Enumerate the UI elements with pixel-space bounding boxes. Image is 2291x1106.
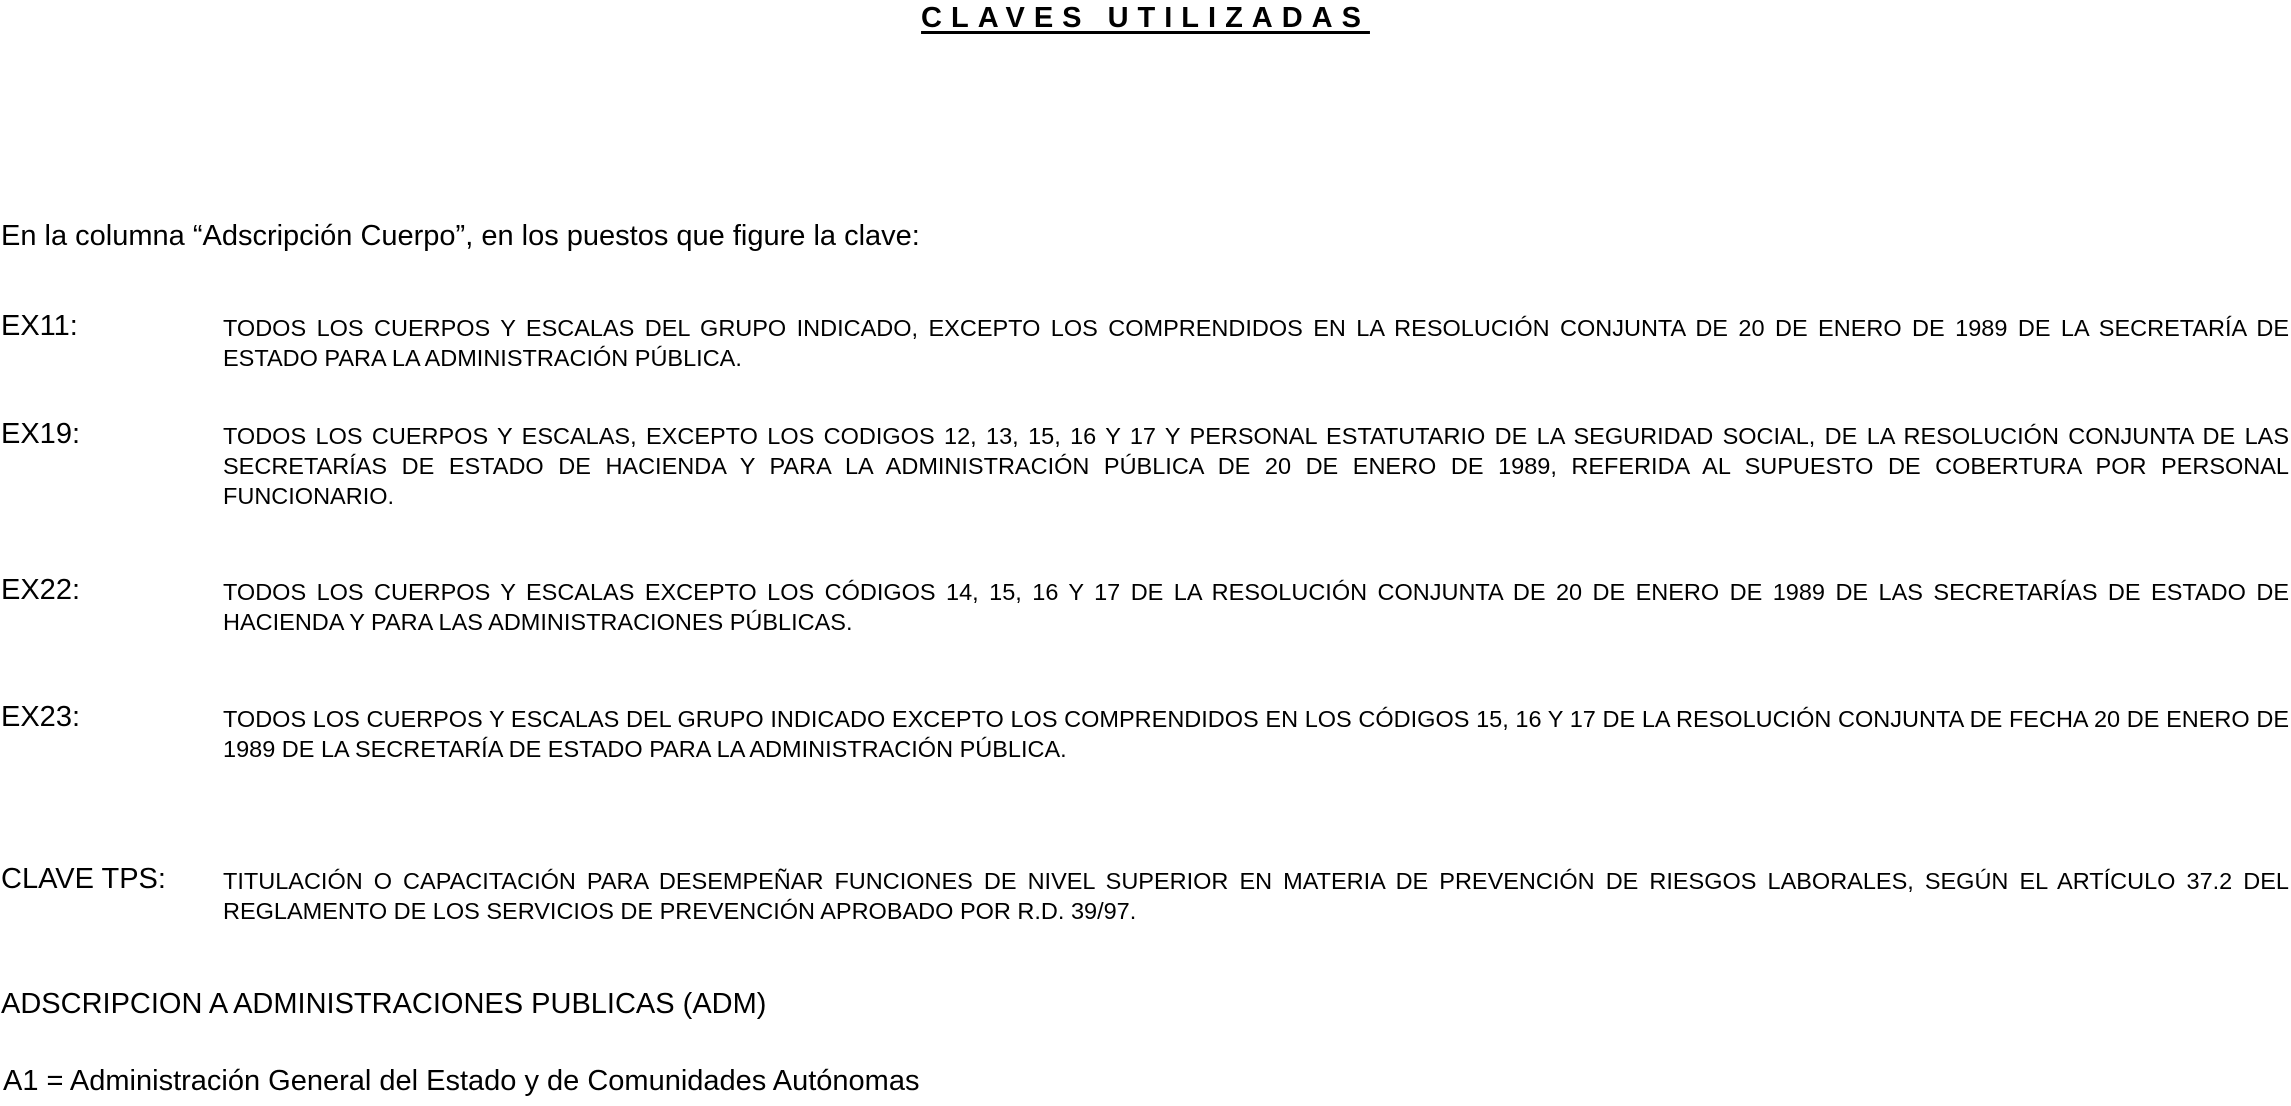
key-code: EX11:	[1, 310, 78, 342]
key-code: EX19:	[1, 418, 80, 450]
key-description: TODOS LOS CUERPOS Y ESCALAS DEL GRUPO INDICADO, EXCEPTO LOS COMPRENDIDOS EN LA RESOLUCIÓN CONJUNTA DE 20 DE ENERO DE 1989 DE LA SECRETARÍA DE ESTADO PARA LA ADMINISTRACIÓN PÚBLICA.	[223, 315, 2289, 371]
key-description: TODOS LOS CUERPOS Y ESCALAS, EXCEPTO LOS CODIGOS 12, 13, 15, 16 Y 17 Y PERSONAL ESTATUTARIO DE LA SEGURIDAD SOCIAL, DE LA RESOLUCIÓN CONJUNTA DE LAS SECRETARÍAS DE ESTADO DE HACIENDA Y PARA LA ADMINISTRACIÓN PÚBLICA DE 20 DE ENERO DE 1989, REFERIDA AL SUPUESTO DE COBERTURA POR PERSONAL FUNCIONARIO.	[223, 423, 2289, 509]
intro-text: En la columna “Adscripción Cuerpo”, en los puestos que figure la clave:	[1, 220, 920, 252]
adm-item-a1: A1 = Administración General del Estado y de Comunidades Autónomas	[3, 1065, 920, 1097]
key-code: CLAVE TPS:	[1, 863, 166, 895]
key-description: TITULACIÓN O CAPACITACIÓN PARA DESEMPEÑAR FUNCIONES DE NIVEL SUPERIOR EN MATERIA DE PREVENCIÓN DE RIESGOS LABORALES, SEGÚN EL ARTÍCULO 37.2 DEL REGLAMENTO DE LOS SERVICIOS DE PREVENCIÓN APROBADO POR R.D. 39/97.	[223, 868, 2289, 924]
key-code: EX23:	[1, 701, 80, 733]
key-code: EX22:	[1, 574, 80, 606]
adm-heading: ADSCRIPCION A ADMINISTRACIONES PUBLICAS (ADM)	[1, 988, 767, 1020]
page-title-text: CLAVES UTILIZADAS	[921, 2, 1370, 34]
page-title	[0, 2, 2291, 35]
key-description: TODOS LOS CUERPOS Y ESCALAS EXCEPTO LOS CÓDIGOS 14, 15, 16 Y 17 DE LA RESOLUCIÓN CONJUNTA DE 20 DE ENERO DE 1989 DE LAS SECRETARÍAS DE ESTADO DE HACIENDA Y PARA LAS ADMINISTRACIONES PÚBLICAS.	[223, 579, 2289, 635]
key-description: TODOS LOS CUERPOS Y ESCALAS DEL GRUPO INDICADO EXCEPTO LOS COMPRENDIDOS EN LOS CÓDIGOS 15, 16 Y 17 DE LA RESOLUCIÓN CONJUNTA DE FECHA 20 DE ENERO DE 1989 DE LA SECRETARÍA DE ESTADO PARA LA ADMINISTRACIÓN PÚBLICA.	[223, 706, 2289, 762]
